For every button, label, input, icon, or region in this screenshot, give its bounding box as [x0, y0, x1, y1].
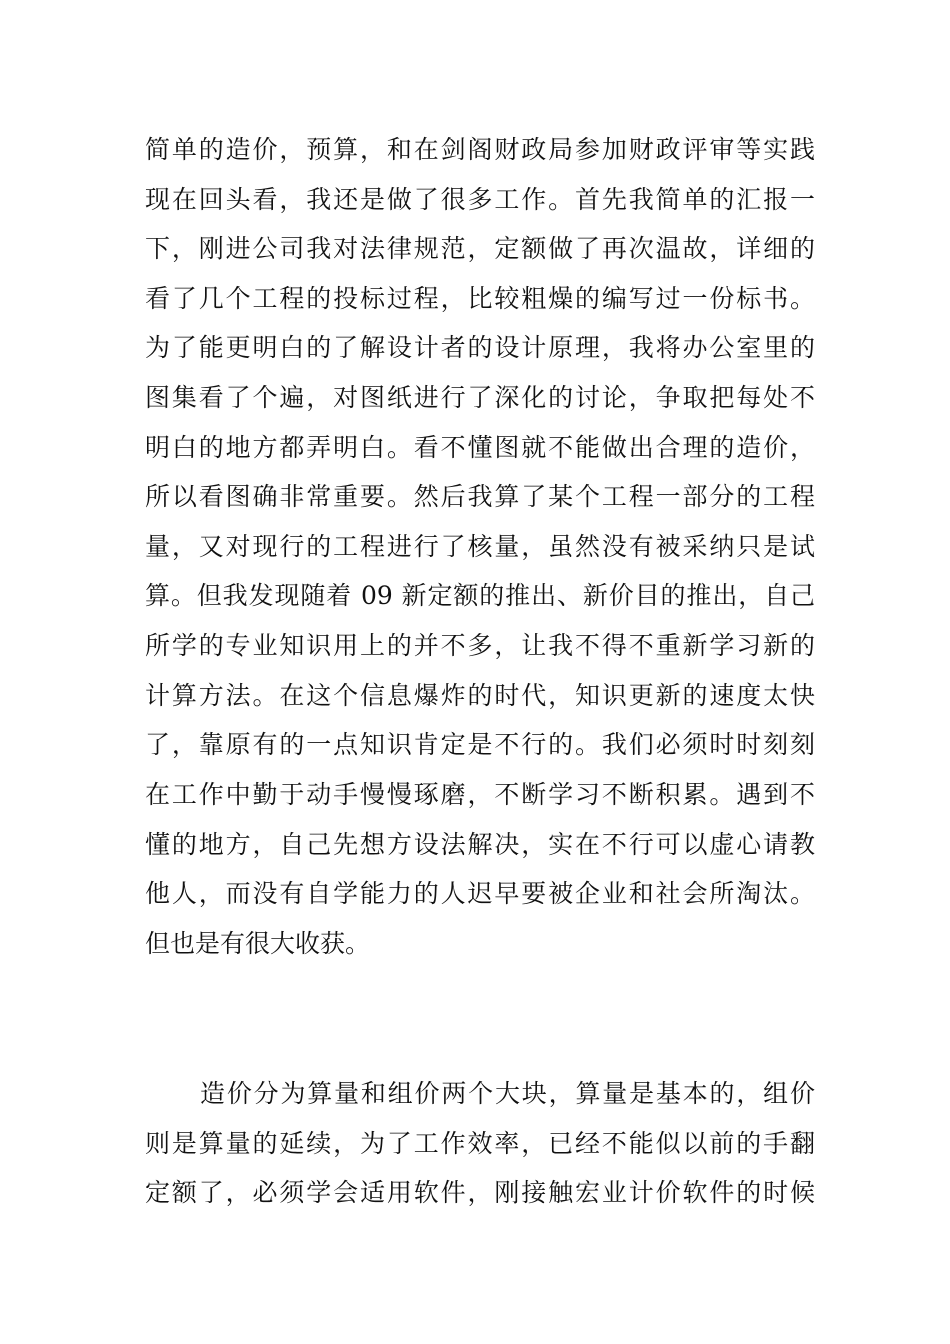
text-line: 定额了，必须学会适用软件，刚接触宏业计价软件的时候	[145, 1178, 815, 1207]
text-line: 量，又对现行的工程进行了核量，虽然没有被采纳只是试	[145, 532, 815, 561]
text-line: 所以看图确非常重要。然后我算了某个工程一部分的工程	[145, 482, 815, 511]
text-line: 他人，而没有自学能力的人迟早要被企业和社会所淘汰。	[145, 879, 815, 908]
text-line: 看了几个工程的投标过程，比较粗燥的编写过一份标书。	[145, 284, 815, 313]
text-line: 在工作中勤于动手慢慢琢磨，不断学习不断积累。遇到不	[145, 780, 815, 809]
text-line: 图集看了个遍，对图纸进行了深化的讨论，争取把每处不	[145, 383, 815, 412]
text-line: 下，刚进公司我对法律规范，定额做了再次温故，详细的	[145, 234, 815, 263]
paragraph-first-line: 造价分为算量和组价两个大块，算量是基本的，组价	[200, 1079, 815, 1108]
text-line: 计算方法。在这个信息爆炸的时代，知识更新的速度太快	[145, 681, 815, 710]
text-line: 现在回头看，我还是做了很多工作。首先我简单的汇报一	[145, 185, 815, 214]
text-line: 为了能更明白的了解设计者的设计原理，我将办公室里的	[145, 333, 815, 362]
text-line: 简单的造价，预算，和在剑阁财政局参加财政评审等实践	[145, 135, 815, 164]
text-line: 了，靠原有的一点知识肯定是不行的。我们必须时时刻刻	[145, 730, 815, 759]
text-line: 明白的地方都弄明白。看不懂图就不能做出合理的造价，	[145, 433, 815, 462]
text-line: 算。但我发现随着 09 新定额的推出、新价目的推出，自己	[145, 581, 815, 610]
text-line: 懂的地方，自己先想方设法解决，实在不行可以虚心请教	[145, 830, 815, 859]
text-line: 但也是有很大收获。	[145, 929, 371, 958]
text-line: 所学的专业知识用上的并不多，让我不得不重新学习新的	[145, 631, 815, 660]
text-line: 则是算量的延续，为了工作效率，已经不能似以前的手翻	[145, 1129, 815, 1158]
